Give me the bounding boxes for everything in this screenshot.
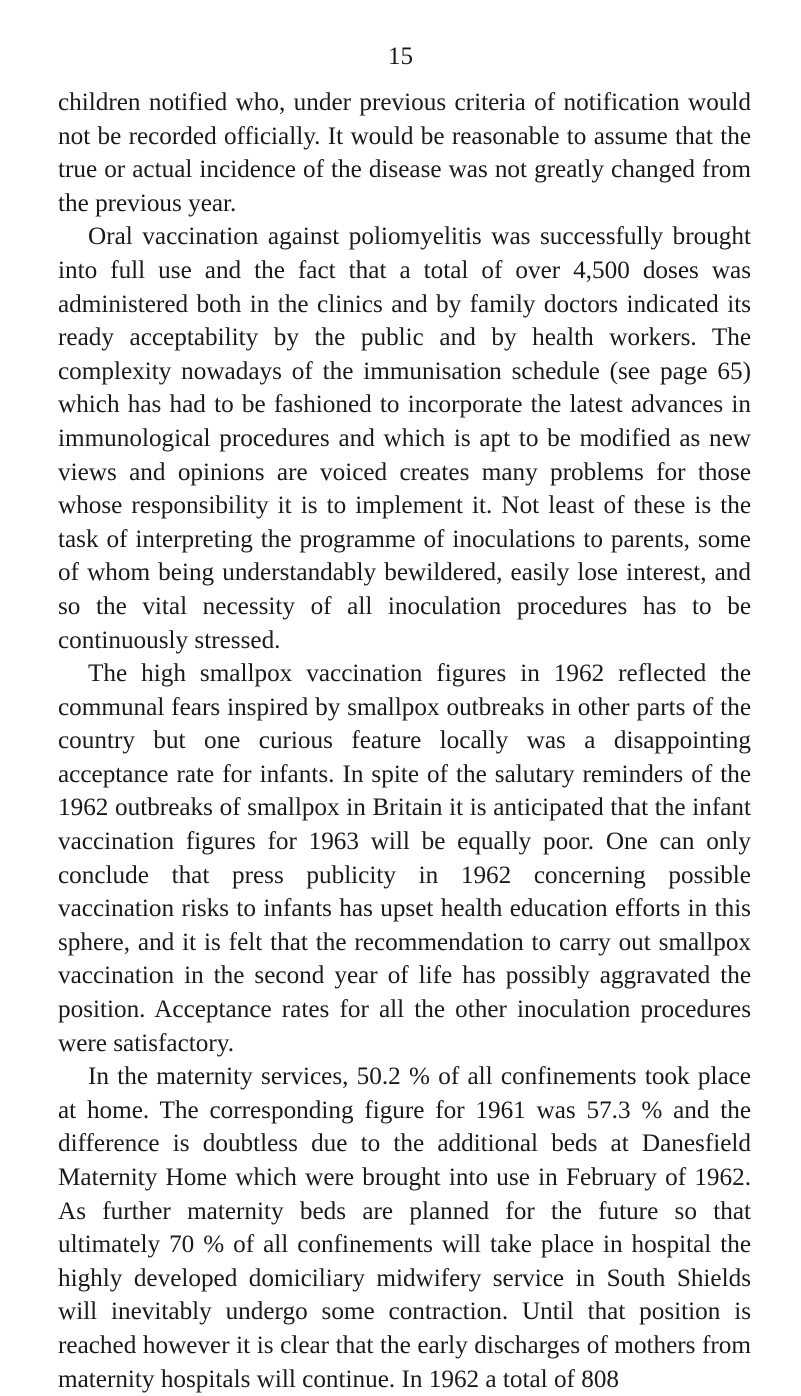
paragraph-smallpox: The high smallpox vaccination figures in 1962 reflected the communal fears inspired by smallpox outbreaks in other parts of the country but one curious feature locally was a disappointing acceptance rate for infants. In spite of the salutary reminders of the 1962 outbreaks of smallpox in Britain it is anticipated that the infant vaccination figures for 1963 will be equally poor. One can only conclude that press publicity in 1962 concerning possible vaccination risks to infants has upset health education efforts in this sphere, and it is felt that the recommendation to carry out smallpox vaccination in the second year of life has possibly aggravated the position. Acceptance rates for all the other inoculation procedures were satisfactory. — [58, 660, 751, 1057]
paragraph-continuation: children notified who, under previous criteria of notification would not be recorded officially. It would be reasonable to assume that the true or actual incidence of the disease was not greatly changed from the previous year. — [58, 89, 751, 217]
paragraph-poliomyelitis: Oral vaccination against poliomyelitis was successfully brought into full use and the fact that a total of over 4,500 doses was administered both in the clinics and by family doctors indicated its ready acceptability by the public and by health workers. The complexity nowadays of the immunisation schedule (see page 65) which has had to be fashioned to incorporate the latest advances in immunological procedures and which is apt to be modified as new views and opinions are voiced creates many problems for those whose responsibility it is to implement it. Not least of these is the task of interpreting the programme of inoculations to parents, some of whom being understandably bewildered, easily lose interest, and so the vital necessity of all inoculation procedures has to be continuously stressed. — [58, 223, 751, 654]
paragraph-maternity: In the maternity services, 50.2 % of all confinements took place at home. The corresponding figure for 1961 was 57.3 % and the difference is doubtless due to the additional beds at Danesfield Maternity Home which were brought into use in February of 1962. As further maternity beds are planned for the future so that ultimately 70 % of all confinements will take place in hospital the highly developed domiciliary midwifery service in South Shields will inevitably undergo some contraction. Until that position is reached however it is clear that the early discharges of mothers from maternity hospitals will continue. In 1962 a total of 808 — [58, 1063, 751, 1393]
page-number: 15 — [388, 43, 413, 70]
body-text — [58, 86, 751, 1396]
